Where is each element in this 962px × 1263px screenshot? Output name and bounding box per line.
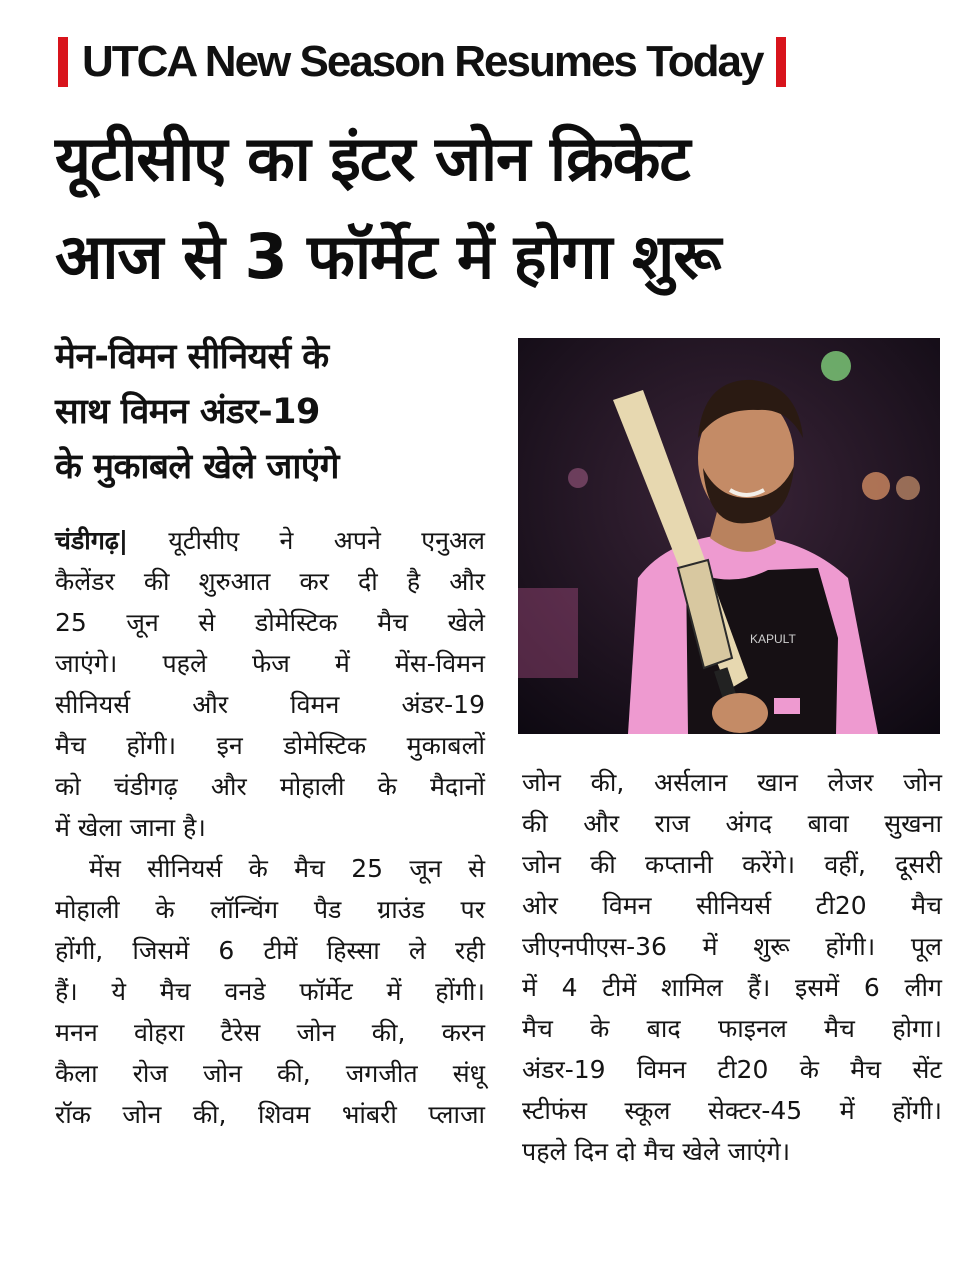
kicker [58, 30, 786, 94]
article-column-1 [55, 520, 485, 1135]
article-line: ओर विमन सीनियर्स टी20 मैच [522, 891, 942, 920]
subhead-line-1: मेन-विमन सीनियर्स के [55, 337, 329, 377]
kicker-text: UTCA New Season Resumes Today [82, 37, 763, 86]
article-line: कैला रोज जोन की, जगजीत संधू [55, 1059, 485, 1088]
dateline: चंडीगढ़| [55, 526, 129, 555]
article-line: मैच होंगी। इन डोमेस्टिक मुकाबलों [55, 731, 485, 760]
article-line: जोन की, अर्सलान खान लेजर जोन [522, 768, 942, 797]
article-line: पहले दिन दो मैच खेले जाएंगे। [522, 1137, 791, 1166]
headline [55, 110, 935, 306]
headline-line-1: यूटीसीए का इंटर जोन क्रिकेट [55, 122, 690, 195]
article-line: जोन की कप्तानी करेंगे। वहीं, दूसरी [522, 850, 942, 879]
article-line: की और राज अंगद बावा सुखना [522, 809, 942, 838]
article-line: हैं। ये मैच वनडे फॉर्मेट में होंगी। [55, 977, 485, 1006]
article-line: कैलेंडर की शुरुआत कर दी है और [55, 567, 485, 596]
subhead-line-3: के मुकाबले खेले जाएंगे [55, 447, 339, 487]
article-line: जीएनपीएस-36 में शुरू होंगी। पूल [522, 932, 942, 961]
headline-line-2: आज से 3 फॉर्मेट में होगा शुरू [55, 220, 721, 293]
article-line: यूटीसीए ने अपने एनुअल [168, 526, 485, 555]
article-line: 25 जून से डोमेस्टिक मैच खेले [55, 608, 485, 637]
article-line: मनन वोहरा टैरेस जोन की, करन [55, 1018, 485, 1047]
article-line: जाएंगे। पहले फेज में मेंस-विमन [55, 649, 485, 678]
article-line: रॉक जोन की, शिवम भांबरी प्लाजा [55, 1100, 485, 1129]
article-line: में खेला जाना है। [55, 813, 206, 842]
article-line: को चंडीगढ़ और मोहाली के मैदानों [55, 772, 485, 801]
article-line: स्टीफंस स्कूल सेक्टर-45 में होंगी। [522, 1096, 942, 1125]
article-line: मेंस सीनियर्स के मैच 25 जून से [89, 854, 485, 883]
article-line: होंगी, जिसमें 6 टीमें हिस्सा ले रही [55, 936, 485, 965]
subhead [55, 330, 505, 495]
article-column-2 [522, 762, 942, 1172]
article-line: में 4 टीमें शामिल हैं। इसमें 6 लीग [522, 973, 942, 1002]
subhead-line-2: साथ विमन अंडर-19 [55, 392, 320, 432]
cricketer-photo [518, 338, 940, 734]
article-line: मैच के बाद फाइनल मैच होगा। [522, 1014, 942, 1043]
article-line: अंडर-19 विमन टी20 के मैच सेंट [522, 1055, 942, 1084]
article-line: सीनियर्स और विमन अंडर-19 [55, 690, 485, 719]
kicker-bar-right [776, 37, 786, 87]
jersey-text: KAPULT [750, 632, 796, 646]
kicker-bar-left [58, 37, 68, 87]
article-line: मोहाली के लॉन्चिंग पैड ग्राउंड पर [55, 895, 485, 924]
